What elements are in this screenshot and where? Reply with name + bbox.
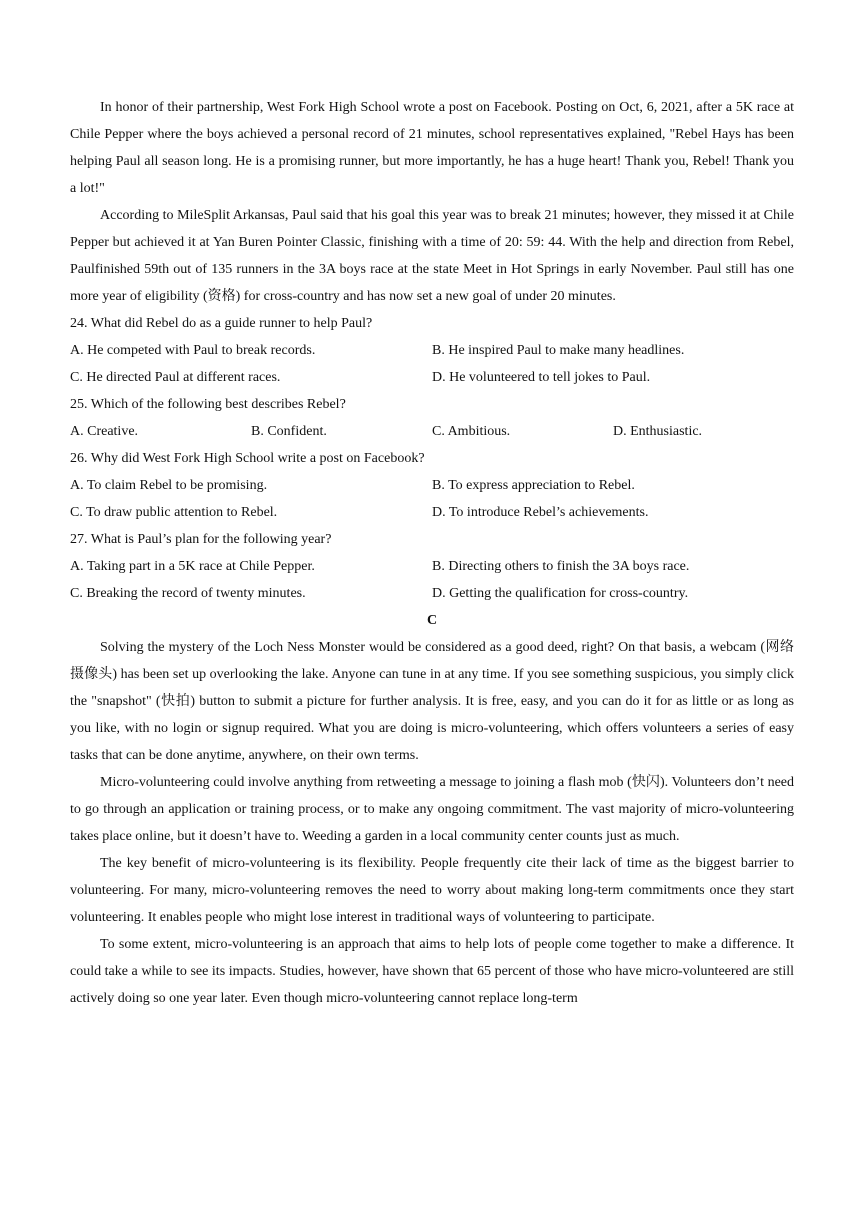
option-a: A. To claim Rebel to be promising. <box>70 478 268 493</box>
option-row <box>70 337 794 364</box>
option-row <box>70 364 794 391</box>
option-c: C. Ambitious. <box>432 424 511 439</box>
option-b: B. Confident. <box>251 424 327 439</box>
paragraph: Micro-volunteering could involve anything from retweeting a message to joining a flash mob (快闪). Volunteers don’t need to go through an application or training process, or to make any ongoing commitment. The vast majority of micro-volunteering takes place online, but it doesn’t have to. Weeding a garden in a local community center counts just as much. <box>70 775 794 844</box>
option-d: D. He volunteered to tell jokes to Paul. <box>432 370 651 385</box>
option-a: A. Creative. <box>70 424 139 439</box>
question-stem: 24. What did Rebel do as a guide runner to help Paul? <box>70 316 373 331</box>
question-stem: 25. Which of the following best describes Rebel? <box>70 397 346 412</box>
option-row <box>70 499 794 526</box>
option-row <box>70 472 794 499</box>
section-heading: C <box>426 613 438 628</box>
option-b: B. Directing others to finish the 3A boys race. <box>432 559 690 574</box>
option-a: A. He competed with Paul to break records. <box>70 343 316 358</box>
paragraph: According to MileSplit Arkansas, Paul said that his goal this year was to break 21 minutes; however, they missed it at Chile Pepper but achieved it at Yan Buren Pointer Classic, finishing with a time of 20: 59: 44. With the help and direction from Rebel, Paulfinished 59th out of 135 runners in the 3A boys race at the state Meet in Hot Springs in early November. Paul still has one more year of eligibility (资格) for cross-country and has now set a new goal of under 20 minutes. <box>70 208 794 304</box>
option-c: C. To draw public attention to Rebel. <box>70 505 278 520</box>
document-page <box>70 94 794 1012</box>
option-row <box>70 580 794 607</box>
paragraph: To some extent, micro-volunteering is an approach that aims to help lots of people come together to make a difference. It could take a while to see its impacts. Studies, however, have shown that 65 percent of those who have micro-volunteered are still actively doing so one year later. Even though micro-volunteering cannot replace long-term <box>70 937 794 1006</box>
option-c: C. Breaking the record of twenty minutes. <box>70 586 306 601</box>
option-b: B. He inspired Paul to make many headlines. <box>432 343 685 358</box>
option-a: A. Taking part in a 5K race at Chile Pepper. <box>70 559 315 574</box>
paragraph: In honor of their partnership, West Fork High School wrote a post on Facebook. Posting on Oct, 6, 2021, after a 5K race at Chile Pepper where the boys achieved a personal record of 21 minutes, school representatives explained, "Rebel Hays has been helping Paul all season long. He is a promising runner, but more importantly, he has a huge heart! Thank you, Rebel! Thank you a lot!" <box>70 100 794 196</box>
option-row <box>70 418 794 445</box>
option-d: D. To introduce Rebel’s achievements. <box>432 505 649 520</box>
paragraph: The key benefit of micro-volunteering is its flexibility. People frequently cite their lack of time as the biggest barrier to volunteering. For many, micro-volunteering removes the need to worry about making long-term commitments once they start volunteering. It enables people who might lose interest in traditional ways of volunteering to participate. <box>70 856 794 925</box>
paragraph: Solving the mystery of the Loch Ness Monster would be considered as a good deed, right? On that basis, a webcam (网络摄像头) has been set up overlooking the lake. Anyone can tune in at any time. If you see something suspicious, you simply click the "snapshot" (快拍) button to submit a picture for further analysis. It is free, easy, and you can do it for as little or as long as you like, with no login or signup required. What you are doing is micro-volunteering, which offers volunteers a series of easy tasks that can be done anytime, anywhere, on their own terms. <box>70 640 794 763</box>
question-stem: 27. What is Paul’s plan for the following year? <box>70 532 332 547</box>
option-d: D. Enthusiastic. <box>613 424 703 439</box>
option-row <box>70 553 794 580</box>
option-b: B. To express appreciation to Rebel. <box>432 478 635 493</box>
option-c: C. He directed Paul at different races. <box>70 370 281 385</box>
question-stem: 26. Why did West Fork High School write a post on Facebook? <box>70 451 425 466</box>
option-d: D. Getting the qualification for cross-country. <box>432 586 689 601</box>
